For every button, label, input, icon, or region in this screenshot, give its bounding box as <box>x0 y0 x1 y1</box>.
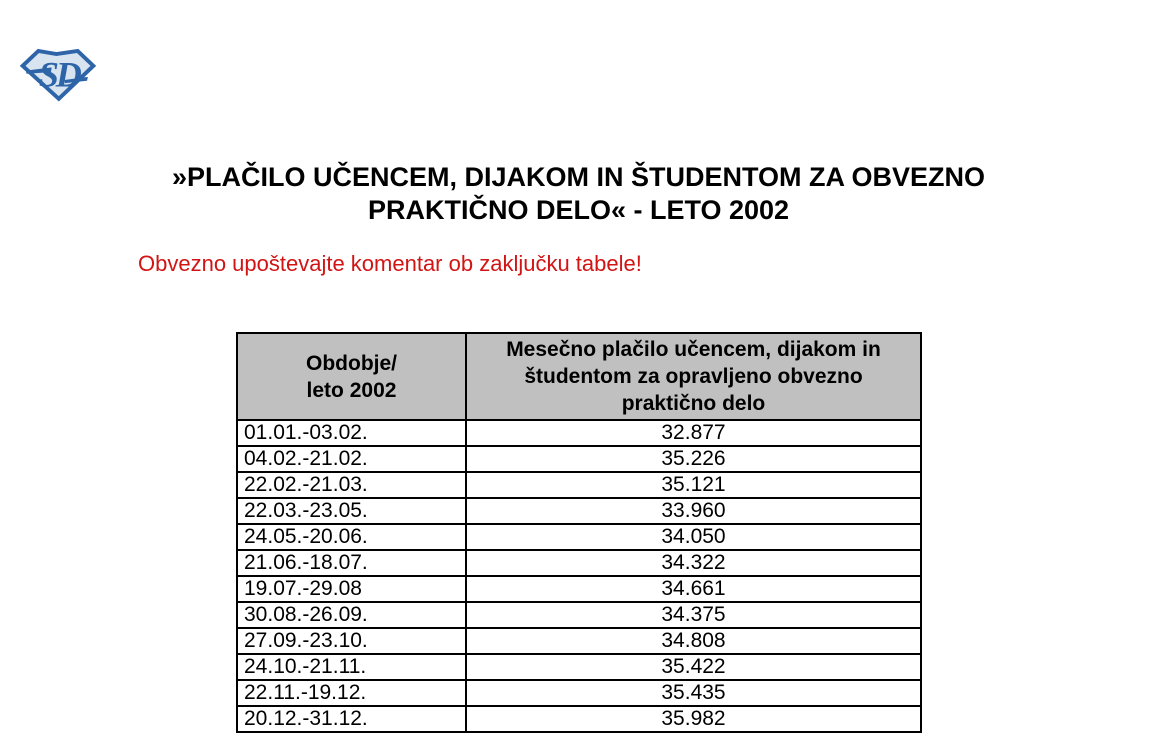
period-cell: 24.10.-21.11. <box>237 654 466 680</box>
column-header-period-line2: leto 2002 <box>306 378 397 402</box>
period-cell: 22.11.-19.12. <box>237 680 466 706</box>
period-cell: 27.09.-23.10. <box>237 628 466 654</box>
column-header-period-line1: Obdobje/ <box>306 351 397 375</box>
sd-logo <box>16 47 100 102</box>
sd-shield-icon <box>16 47 100 102</box>
table-row <box>237 680 921 706</box>
payment-table <box>236 332 922 733</box>
notice-text: Obvezno upoštevajte komentar ob zaključku tabele! <box>138 251 642 276</box>
amount-cell: 35.226 <box>466 446 921 472</box>
amount-cell: 33.960 <box>466 498 921 524</box>
table-row <box>237 420 921 446</box>
period-cell: 21.06.-18.07. <box>237 550 466 576</box>
table-row <box>237 654 921 680</box>
table-row <box>237 498 921 524</box>
amount-cell: 34.375 <box>466 602 921 628</box>
period-cell: 19.07.-29.08 <box>237 576 466 602</box>
amount-cell: 35.121 <box>466 472 921 498</box>
period-cell: 20.12.-31.12. <box>237 706 466 732</box>
period-cell: 04.02.-21.02. <box>237 446 466 472</box>
period-cell: 22.03.-23.05. <box>237 498 466 524</box>
logo-letters: SD <box>38 54 79 95</box>
table-row <box>237 628 921 654</box>
amount-cell: 35.435 <box>466 680 921 706</box>
amount-cell: 32.877 <box>466 420 921 446</box>
period-cell: 30.08.-26.09. <box>237 602 466 628</box>
column-header-period <box>237 333 466 420</box>
table-row <box>237 550 921 576</box>
page-title <box>0 161 1157 227</box>
page-title-line1: »PLAČILO UČENCEM, DIJAKOM IN ŠTUDENTOM ZA OBVEZNO <box>171 162 986 192</box>
period-cell: 22.02.-21.03. <box>237 472 466 498</box>
table-row <box>237 706 921 732</box>
table-row <box>237 602 921 628</box>
table-row <box>237 472 921 498</box>
table-row <box>237 524 921 550</box>
period-cell: 24.05.-20.06. <box>237 524 466 550</box>
amount-cell: 34.322 <box>466 550 921 576</box>
period-cell: 01.01.-03.02. <box>237 420 466 446</box>
table-row <box>237 576 921 602</box>
column-header-payment: Mesečno plačilo učencem, dijakom in študentom za opravljeno obvezno praktično delo <box>466 333 921 420</box>
amount-cell: 35.982 <box>466 706 921 732</box>
amount-cell: 34.050 <box>466 524 921 550</box>
page-title-line2: PRAKTIČNO DELO« - LETO 2002 <box>367 195 790 225</box>
amount-cell: 35.422 <box>466 654 921 680</box>
amount-cell: 34.808 <box>466 628 921 654</box>
table-row <box>237 446 921 472</box>
table-header-row <box>237 333 921 420</box>
amount-cell: 34.661 <box>466 576 921 602</box>
